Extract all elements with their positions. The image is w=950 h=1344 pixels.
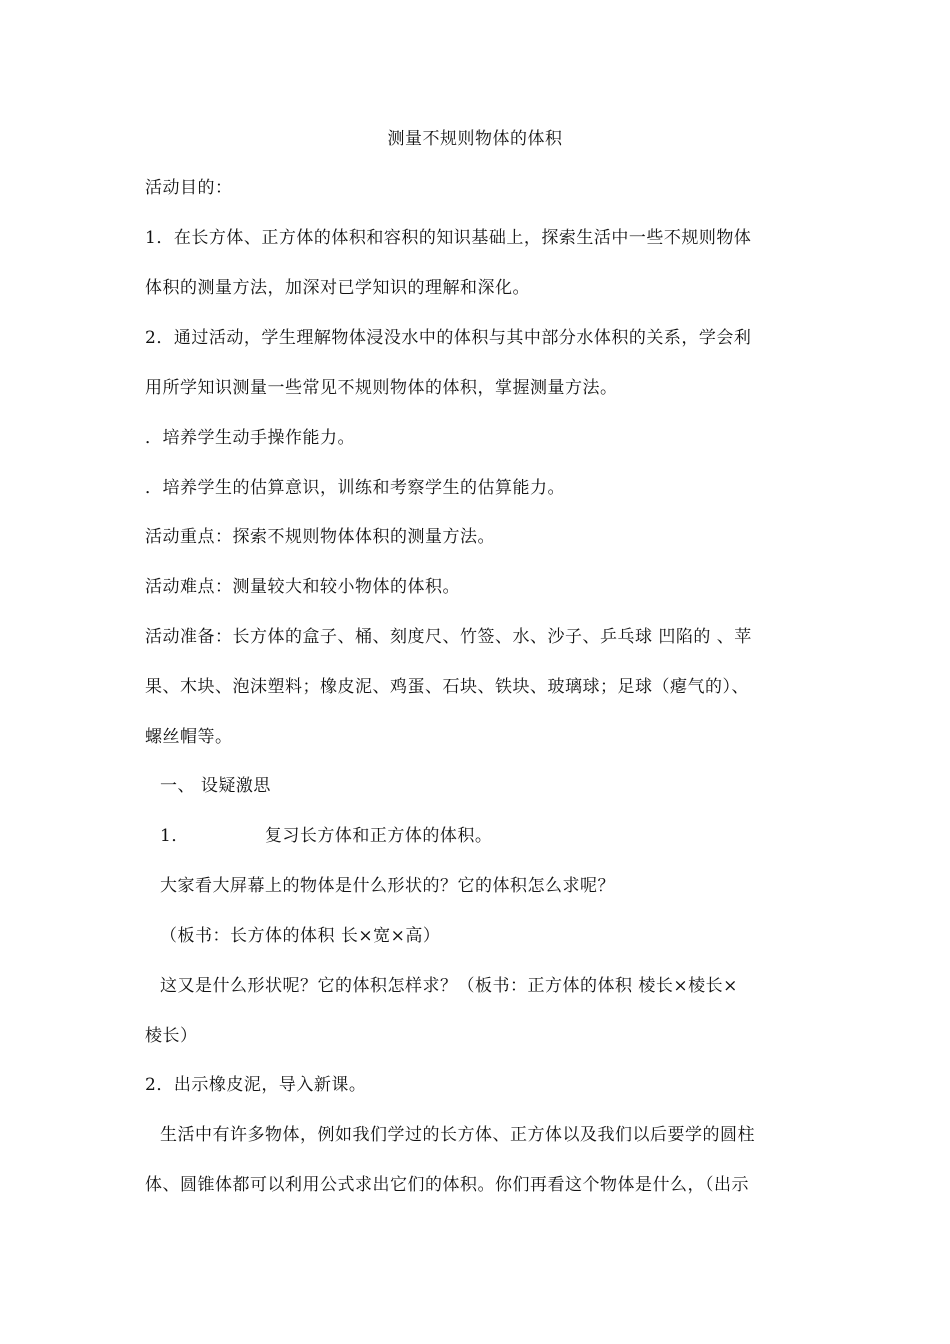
paragraph-line: ．培养学生的估算意识，训练和考察学生的估算能力。	[145, 478, 565, 498]
paragraph-line: 体、圆锥体都可以利用公式求出它们的体积。你们再看这个物体是什么，（出示	[145, 1175, 749, 1195]
paragraph-line: 棱长）	[145, 1026, 198, 1046]
paragraph-line: 体积的测量方法，加深对已学知识的理解和深化。	[145, 278, 530, 298]
section-heading: 一、 设疑激思	[160, 776, 271, 796]
paragraph-line: （板书：长方体的体积 长×宽×高）	[160, 926, 441, 946]
paragraph-line: 螺丝帽等。	[145, 727, 233, 747]
paragraph-line: 活动重点：探索不规则物体体积的测量方法。	[145, 527, 495, 547]
paragraph-line: 活动准备：长方体的盒子、桶、刻度尺、竹签、水、沙子、乒乓球 凹陷的 、苹	[145, 627, 752, 647]
section-heading-objectives: 活动目的：	[145, 178, 233, 198]
item-number: 1．	[160, 826, 189, 846]
paragraph-line: 1．在长方体、正方体的体积和容积的知识基础上，探索生活中一些不规则物体	[145, 228, 752, 248]
item-text: 复习长方体和正方体的体积。	[264, 826, 493, 846]
document-title: 测量不规则物体的体积	[387, 129, 563, 149]
paragraph-line: 生活中有许多物体，例如我们学过的长方体、正方体以及我们以后要学的圆柱	[160, 1125, 755, 1145]
paragraph-line: ．培养学生动手操作能力。	[145, 428, 355, 448]
paragraph-line: 活动难点：测量较大和较小物体的体积。	[145, 577, 460, 597]
paragraph-line: 2．通过活动，学生理解物体浸没水中的体积与其中部分水体积的关系，学会利	[145, 328, 752, 348]
paragraph-line: 这又是什么形状呢？它的体积怎样求？（板书：正方体的体积 棱长×棱长×	[160, 976, 738, 996]
paragraph-line: 大家看大屏幕上的物体是什么形状的？它的体积怎么求呢？	[160, 876, 615, 896]
paragraph-line: 2．出示橡皮泥，导入新课。	[145, 1075, 367, 1095]
numbered-line	[160, 825, 492, 847]
paragraph-line: 果、木块、泡沫塑料；橡皮泥、鸡蛋、石块、铁块、玻璃球；足球（瘪气的）、	[145, 677, 749, 697]
paragraph-line: 用所学知识测量一些常见不规则物体的体积，掌握测量方法。	[145, 378, 618, 398]
